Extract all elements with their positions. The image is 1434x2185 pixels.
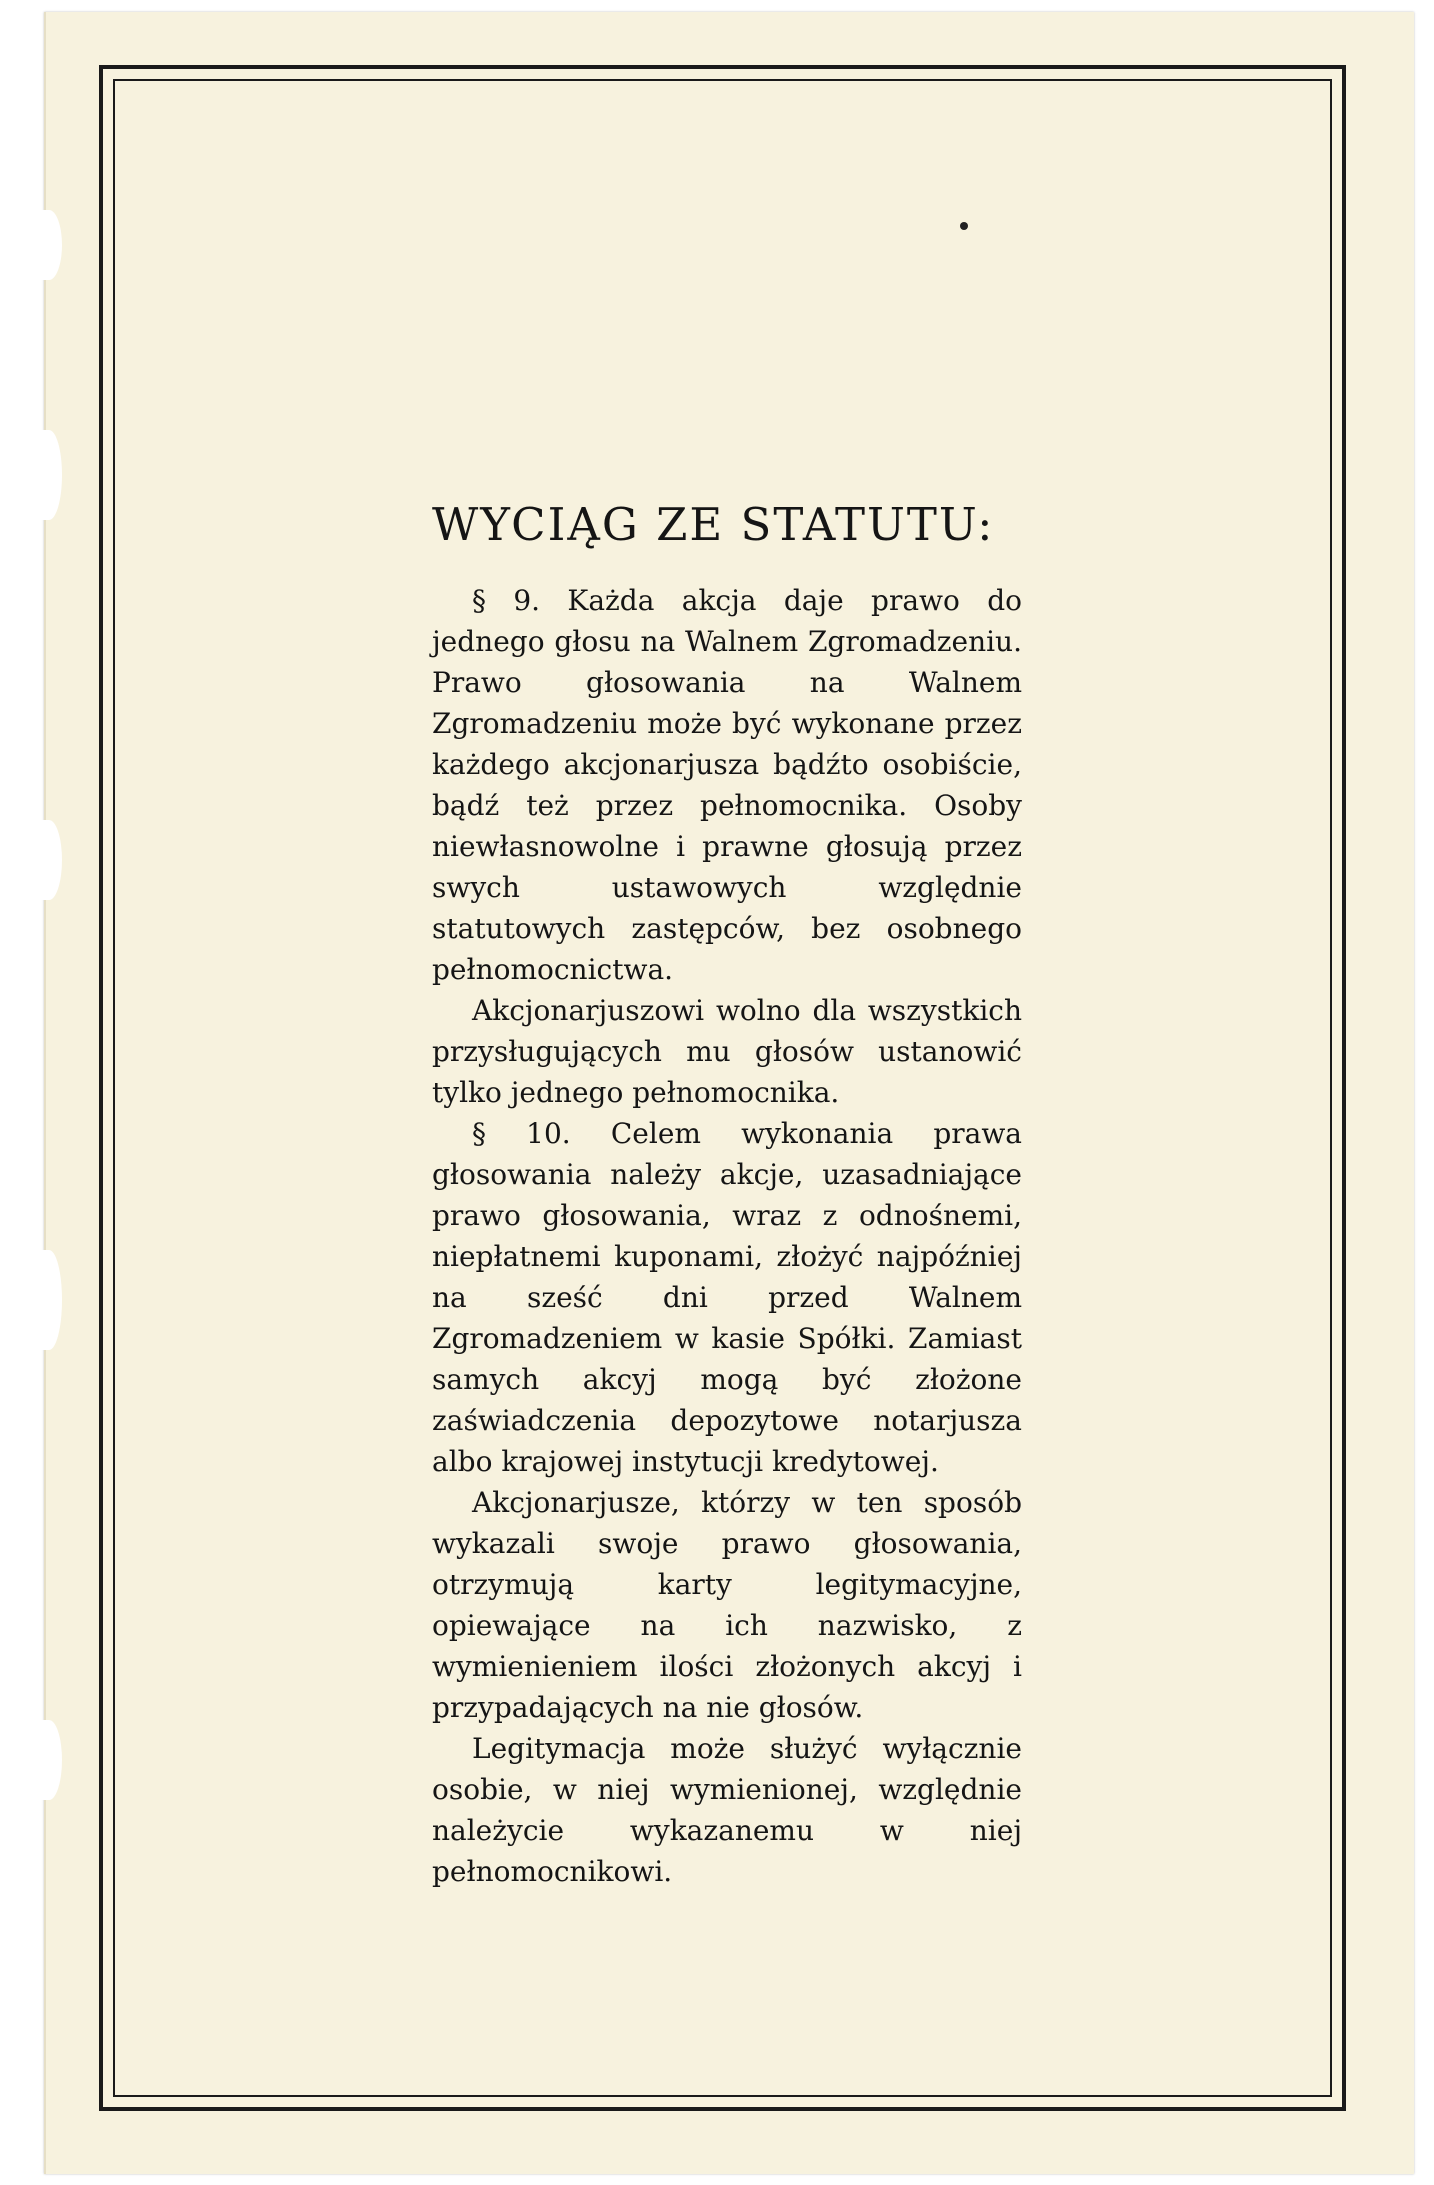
- paragraph-10-cards: Akcjonarjusze, którzy w ten sposób wykazali swoje prawo głosowania, otrzymują karty legitymacyjne, opiewające na ich nazwisko, z wymienieniem ilości złożonych akcyj i przypadających na nie głosów.: [432, 1485, 1022, 1724]
- torn-edge-notch: [36, 1250, 62, 1350]
- torn-edge-notch: [36, 820, 62, 900]
- ink-dot-mark: [960, 222, 968, 230]
- statute-excerpt: [432, 500, 1022, 1892]
- paragraph-10: § 10. Celem wykonania prawa głosowania należy akcje, uzasadniające prawo głosowania, wraz z odnośnemi, niepłatnemi kuponami, złożyć najpóźniej na sześć dni przed Walnem Zgromadzeniem w kasie Spółki. Zamiast samych akcyj mogą być złożone zaświadczenia depozytowe notarjusza albo krajowej instytucji kredytowej.: [432, 1116, 1022, 1478]
- paragraph-10-legitimation: Legitymacja może służyć wyłącznie osobie, w niej wymienionej, względnie należycie wykazanemu w niej pełnomocnikowi.: [432, 1731, 1022, 1888]
- torn-edge-notch: [36, 430, 62, 520]
- document-title: WYCIĄG ZE STATUTU:: [432, 498, 995, 551]
- paragraph-9: § 9. Każda akcja daje prawo do jednego głosu na Walnem Zgromadzeniu. Prawo głosowania na Walnem Zgromadzeniu może być wykonane przez każdego akcjonarjusza bądźto osobiście, bądź też przez pełnomocnika. Osoby niewłasnowolne i prawne głosują przez swych ustawowych względnie statutowych zastępców, bez osobnego pełnomocnictwa.: [432, 583, 1022, 986]
- paragraph-9-proxy: Akcjonarjuszowi wolno dla wszystkich przysługujących mu głosów ustanowić tylko jednego pełnomocnika.: [432, 993, 1022, 1109]
- torn-edge-notch: [36, 210, 62, 280]
- torn-edge-notch: [36, 1720, 62, 1800]
